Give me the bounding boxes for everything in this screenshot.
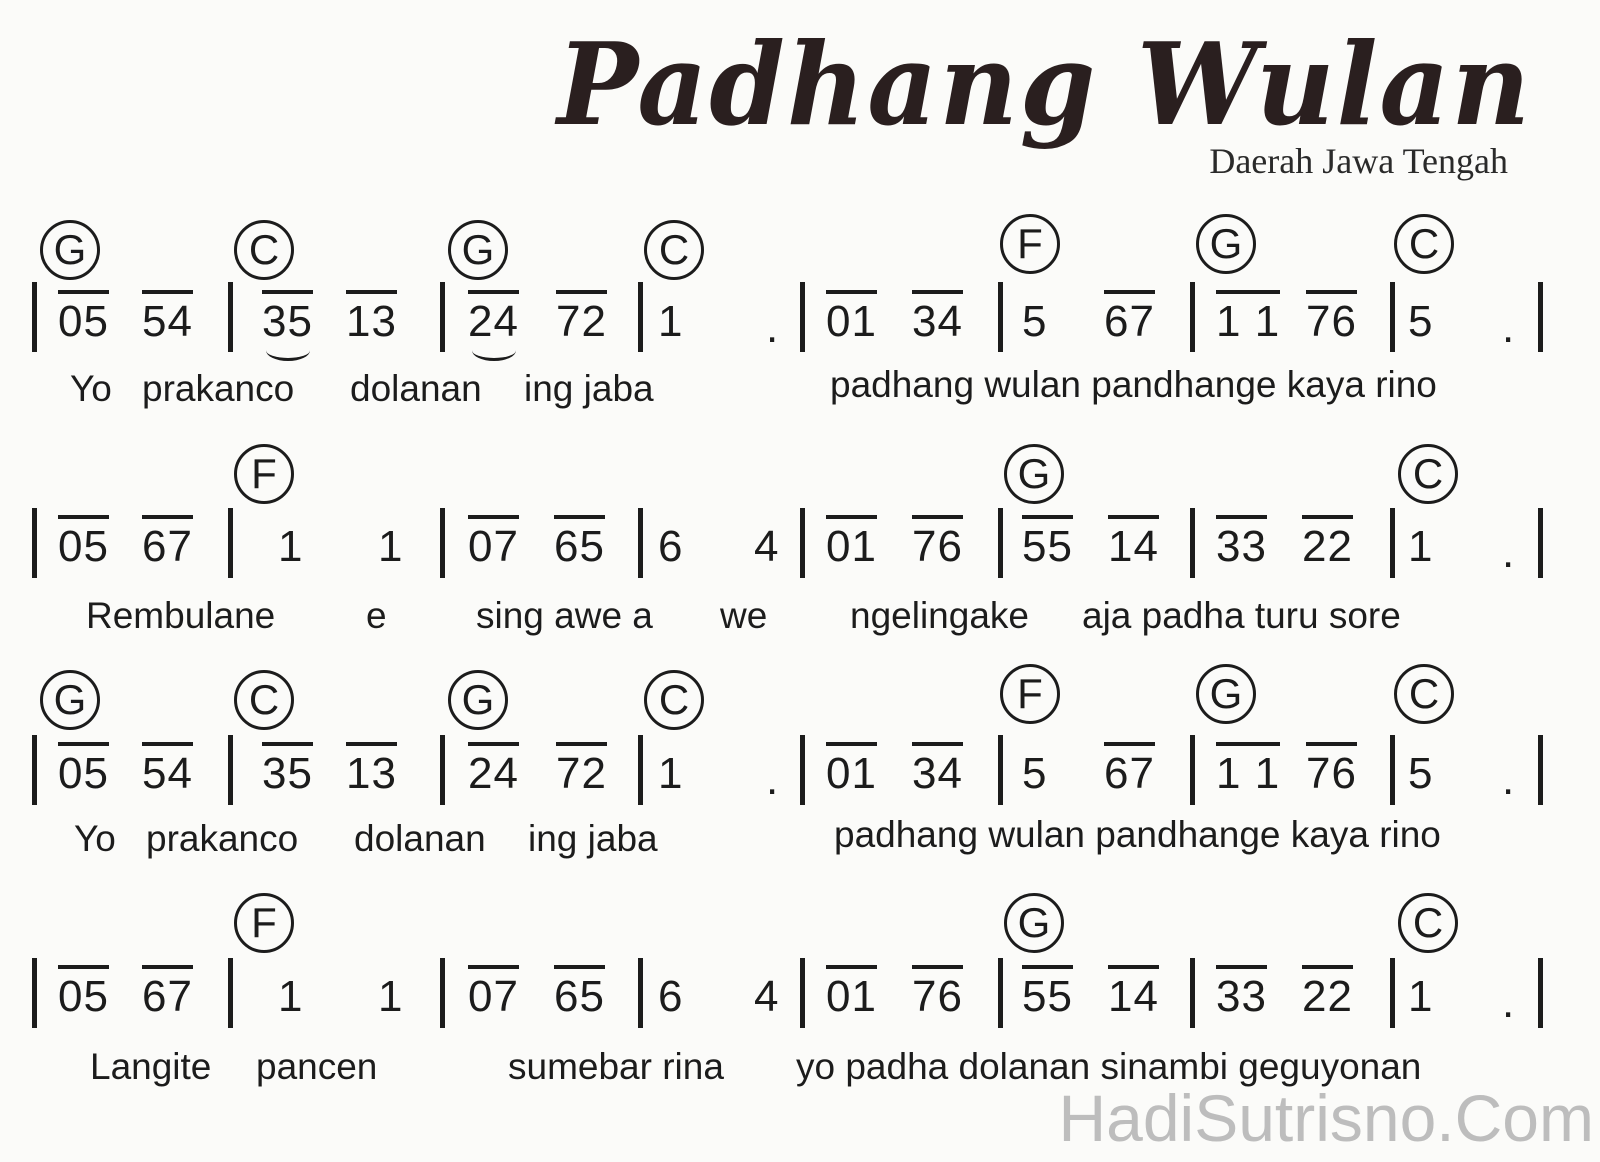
lyric-text: sumebar rina bbox=[508, 1046, 724, 1087]
barline bbox=[1190, 508, 1195, 578]
rest-dot: . bbox=[766, 303, 779, 352]
note-group: 1 bbox=[278, 522, 304, 571]
barline bbox=[998, 282, 1003, 352]
rest-dot: . bbox=[1502, 755, 1515, 804]
lyric-text: Langite bbox=[90, 1046, 212, 1087]
lyric-text: padhang wulan pandhange kaya rino bbox=[830, 364, 1437, 405]
lyric-text: e bbox=[366, 595, 387, 636]
note-group: 1 bbox=[378, 522, 404, 571]
barline bbox=[638, 958, 643, 1028]
barline bbox=[800, 508, 805, 578]
note-group: 6 bbox=[658, 522, 684, 571]
note-group: 5 bbox=[1022, 749, 1048, 798]
barline bbox=[638, 508, 643, 578]
note-group: 24 bbox=[468, 742, 519, 796]
chord-symbol: C bbox=[644, 670, 704, 730]
note-group: 4 bbox=[754, 522, 780, 571]
barline bbox=[1390, 508, 1395, 578]
note-group: 76 bbox=[912, 965, 963, 1019]
note-group: 1 1 bbox=[1216, 742, 1280, 796]
note-group: 67 bbox=[142, 965, 193, 1019]
note-group: 76 bbox=[1306, 742, 1357, 796]
barline bbox=[440, 735, 445, 805]
lyric-text: prakanco bbox=[142, 368, 295, 409]
barline bbox=[1538, 508, 1543, 578]
note-group: 34 bbox=[912, 290, 963, 344]
chord-symbol: C bbox=[1394, 214, 1454, 274]
note-group: 33 bbox=[1216, 515, 1267, 569]
barline bbox=[998, 508, 1003, 578]
rest-dot: . bbox=[1502, 978, 1515, 1027]
barline bbox=[1390, 282, 1395, 352]
note-group: 67 bbox=[1104, 290, 1155, 344]
lyric-text: Rembulane bbox=[86, 595, 276, 636]
slur-mark bbox=[472, 340, 516, 361]
barline bbox=[1190, 958, 1195, 1028]
note-group: 22 bbox=[1302, 965, 1353, 1019]
chord-symbol: F bbox=[234, 893, 294, 953]
lyric-text: ing jaba bbox=[528, 818, 658, 859]
note-group: 1 bbox=[1408, 522, 1434, 571]
chord-symbol: G bbox=[40, 670, 100, 730]
rest-dot: . bbox=[766, 755, 779, 804]
note-group: 07 bbox=[468, 965, 519, 1019]
note-group: 07 bbox=[468, 515, 519, 569]
barline bbox=[1390, 735, 1395, 805]
chord-symbol: C bbox=[1398, 893, 1458, 953]
note-group: 1 bbox=[378, 972, 404, 1021]
note-group: 1 1 bbox=[1216, 290, 1280, 344]
note-group: 1 bbox=[658, 297, 684, 346]
barline bbox=[998, 958, 1003, 1028]
note-group: 67 bbox=[1104, 742, 1155, 796]
note-group: 54 bbox=[142, 290, 193, 344]
note-group: 13 bbox=[346, 742, 397, 796]
note-group: 35 bbox=[262, 742, 313, 796]
barline bbox=[1538, 958, 1543, 1028]
note-group: 67 bbox=[142, 515, 193, 569]
chord-symbol: G bbox=[1196, 664, 1256, 724]
note-group: 34 bbox=[912, 742, 963, 796]
lyric-text: pancen bbox=[256, 1046, 378, 1087]
lyric-text: dolanan bbox=[354, 818, 486, 859]
barline bbox=[32, 282, 37, 352]
lyric-text: Yo bbox=[74, 818, 116, 859]
note-group: 5 bbox=[1022, 297, 1048, 346]
barline bbox=[440, 508, 445, 578]
note-group: 14 bbox=[1108, 965, 1159, 1019]
barline bbox=[32, 508, 37, 578]
lyric-text: sing awe a bbox=[476, 595, 653, 636]
note-group: 05 bbox=[58, 742, 109, 796]
barline bbox=[638, 735, 643, 805]
note-group: 1 bbox=[1408, 972, 1434, 1021]
barline bbox=[638, 282, 643, 352]
lyric-text: ing jaba bbox=[524, 368, 654, 409]
note-group: 76 bbox=[912, 515, 963, 569]
note-group: 5 bbox=[1408, 749, 1434, 798]
barline bbox=[32, 958, 37, 1028]
chord-symbol: G bbox=[448, 220, 508, 280]
note-group: 05 bbox=[58, 515, 109, 569]
chord-symbol: G bbox=[40, 220, 100, 280]
chord-symbol: F bbox=[234, 444, 294, 504]
note-group: 65 bbox=[554, 965, 605, 1019]
chord-symbol: G bbox=[1004, 893, 1064, 953]
barline bbox=[228, 958, 233, 1028]
song-title: Padhang Wulan bbox=[557, 18, 1532, 152]
chord-symbol: C bbox=[234, 220, 294, 280]
lyric-text: Yo bbox=[70, 368, 112, 409]
note-group: 54 bbox=[142, 742, 193, 796]
note-group: 65 bbox=[554, 515, 605, 569]
barline bbox=[228, 735, 233, 805]
lyric-text: ngelingake bbox=[850, 595, 1029, 636]
chord-symbol: C bbox=[1394, 664, 1454, 724]
barline bbox=[800, 958, 805, 1028]
barline bbox=[1538, 282, 1543, 352]
note-group: 24 bbox=[468, 290, 519, 344]
watermark: HadiSutrisno.Com bbox=[1058, 1081, 1594, 1155]
note-group: 76 bbox=[1306, 290, 1357, 344]
lyric-text: dolanan bbox=[350, 368, 482, 409]
lyric-text: prakanco bbox=[146, 818, 299, 859]
barline bbox=[228, 508, 233, 578]
lyric-text: padhang wulan pandhange kaya rino bbox=[834, 814, 1441, 855]
barline bbox=[440, 958, 445, 1028]
note-group: 55 bbox=[1022, 965, 1073, 1019]
rest-dot: . bbox=[1502, 303, 1515, 352]
note-group: 6 bbox=[658, 972, 684, 1021]
note-group: 35 bbox=[262, 290, 313, 344]
note-group: 05 bbox=[58, 965, 109, 1019]
barline bbox=[440, 282, 445, 352]
lyric-text: aja padha turu sore bbox=[1082, 595, 1401, 636]
chord-symbol: C bbox=[644, 220, 704, 280]
note-group: 01 bbox=[826, 965, 877, 1019]
barline bbox=[1538, 735, 1543, 805]
lyric-text: yo padha dolanan sinambi geguyonan bbox=[796, 1046, 1422, 1087]
note-group: 5 bbox=[1408, 297, 1434, 346]
note-group: 1 bbox=[278, 972, 304, 1021]
note-group: 33 bbox=[1216, 965, 1267, 1019]
note-group: 01 bbox=[826, 742, 877, 796]
note-group: 72 bbox=[556, 290, 607, 344]
barline bbox=[32, 735, 37, 805]
rest-dot: . bbox=[1502, 528, 1515, 577]
note-group: 01 bbox=[826, 515, 877, 569]
chord-symbol: C bbox=[1398, 444, 1458, 504]
note-group: 72 bbox=[556, 742, 607, 796]
note-group: 01 bbox=[826, 290, 877, 344]
barline bbox=[228, 282, 233, 352]
barline bbox=[800, 282, 805, 352]
barline bbox=[800, 735, 805, 805]
note-group: 1 bbox=[658, 749, 684, 798]
note-group: 14 bbox=[1108, 515, 1159, 569]
barline bbox=[1390, 958, 1395, 1028]
barline bbox=[1190, 282, 1195, 352]
chord-symbol: C bbox=[234, 670, 294, 730]
note-group: 05 bbox=[58, 290, 109, 344]
note-group: 4 bbox=[754, 972, 780, 1021]
barline bbox=[1190, 735, 1195, 805]
chord-symbol: G bbox=[448, 670, 508, 730]
slur-mark bbox=[266, 340, 310, 361]
note-group: 13 bbox=[346, 290, 397, 344]
note-group: 55 bbox=[1022, 515, 1073, 569]
song-origin: Daerah Jawa Tengah bbox=[1209, 141, 1508, 181]
chord-symbol: F bbox=[1000, 664, 1060, 724]
barline bbox=[998, 735, 1003, 805]
lyric-text: we bbox=[720, 595, 768, 636]
chord-symbol: F bbox=[1000, 214, 1060, 274]
note-group: 22 bbox=[1302, 515, 1353, 569]
chord-symbol: G bbox=[1004, 444, 1064, 504]
chord-symbol: G bbox=[1196, 214, 1256, 274]
